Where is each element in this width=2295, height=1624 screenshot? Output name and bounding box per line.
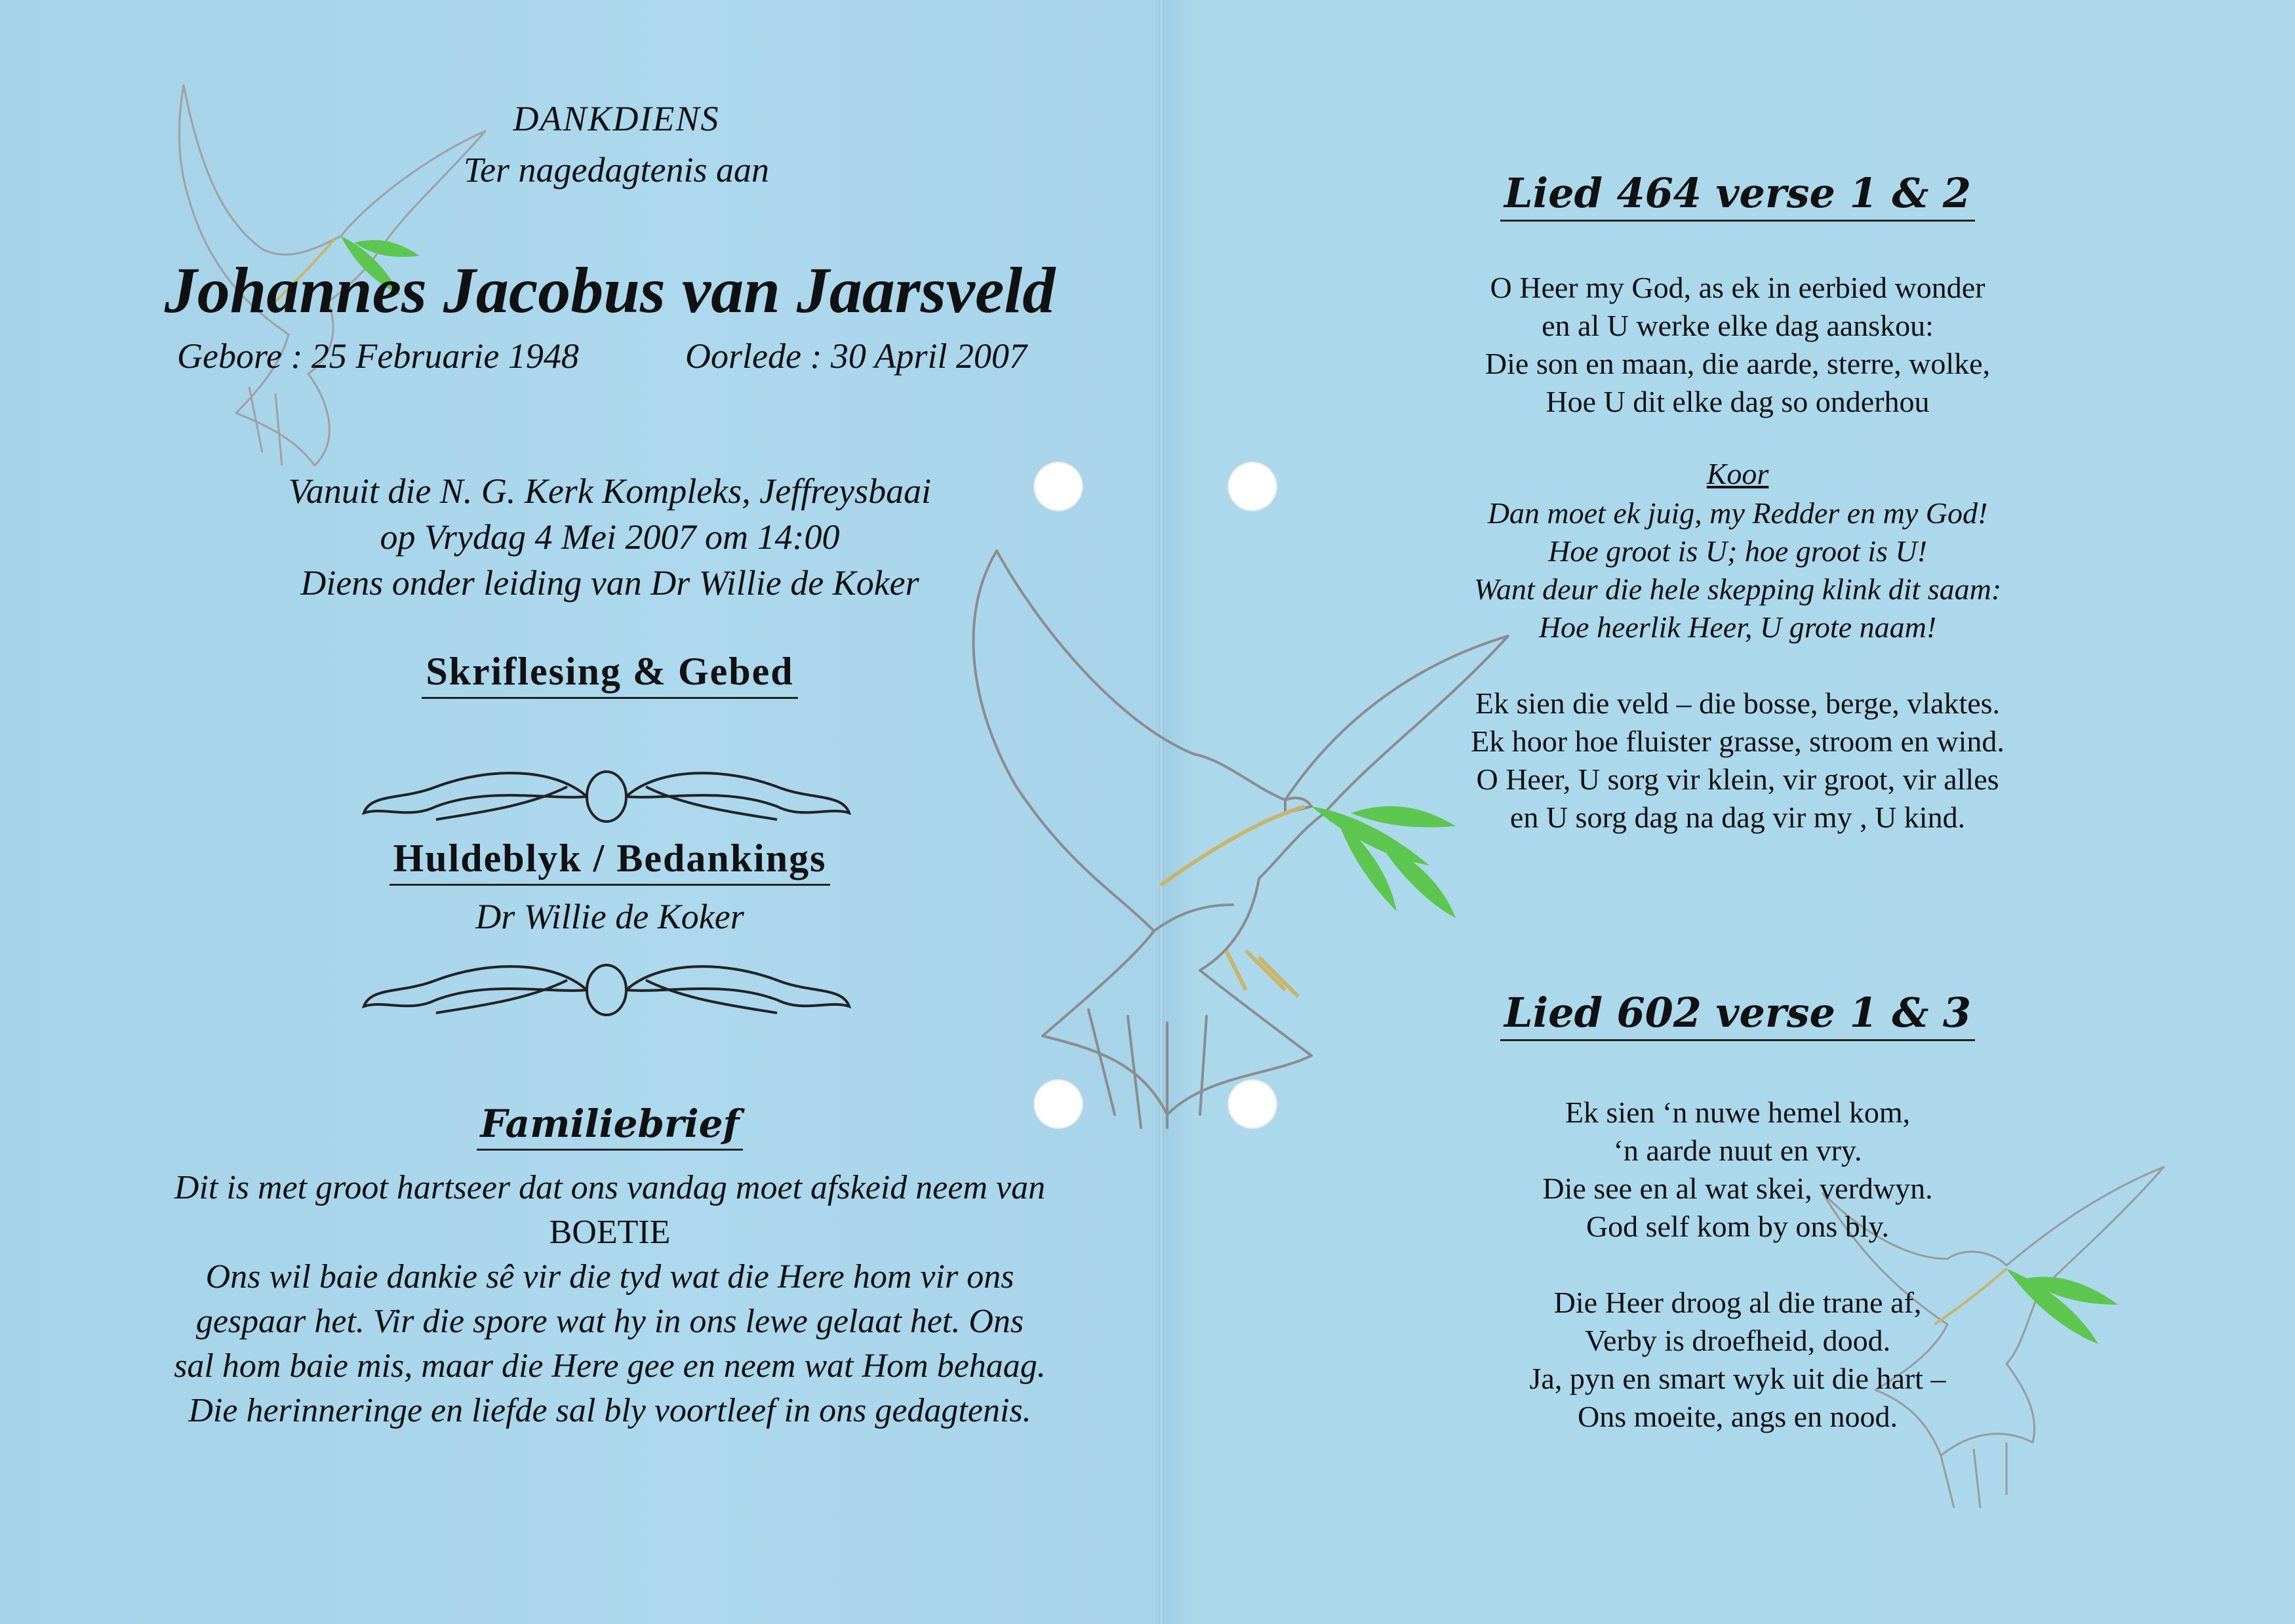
song2-verse1-line: Die see en al wat skei, verdwyn. (1542, 1172, 1933, 1205)
song2-verse2-line: Ons moeite, angs en nood. (1577, 1400, 1898, 1433)
letter-line: gespaar het. Vir die spore wat hy in ons lewe gelaat het. Ons (195, 1303, 1024, 1340)
song2-title: Lied 602 verse 1 & 3 (1443, 989, 2033, 1041)
letter-line: Dit is met groot hartseer dat ons vandag moet afskeid neem van (174, 1169, 1046, 1206)
venue-line: Diens onder leiding van Dr Willie de Koker (300, 563, 919, 603)
song1-verse1-line: Hoe U dit elke dag so onderhou (1546, 385, 1930, 418)
song1-verse2-line: en U sorg dag na dag vir my , U kind. (1509, 801, 1966, 834)
chorus-label: Koor (1706, 457, 1769, 490)
right-panel (1163, 0, 2295, 1624)
chorus-line: Hoe groot is U; hoe groot is U! (1548, 534, 1927, 568)
ornament-divider-icon (357, 954, 856, 1026)
deceased-name: Johannes Jacobus van Jaarsveld (164, 254, 1056, 327)
song2-verse2-line: Verby is droefheid, dood. (1584, 1324, 1891, 1357)
death-date: Oorlede : 30 April 2007 (685, 336, 1027, 376)
venue-line: Vanuit die N. G. Kerk Kompleks, Jeffreysbaai (288, 471, 932, 511)
song1-verse1-line: O Heer my God, as ek in eerbied wonder (1490, 271, 1986, 304)
song1-verse1-line: Die son en maan, die aarde, sterre, wolke, (1485, 347, 1991, 380)
song2-verse1-line: Ek sien ‘n nuwe hemel kom, (1565, 1096, 1911, 1129)
song1-verse1-line: en al U werke elke dag aanskou: (1542, 309, 1934, 342)
song2-verse1-line: ‘n aarde nuut en vry. (1613, 1134, 1862, 1167)
subheading: Ter nagedagtenis aan (463, 150, 769, 189)
chorus-line: Hoe heerlik Heer, U grote naam! (1538, 610, 1937, 644)
tribute-speaker: Dr Willie de Koker (475, 897, 744, 936)
song2-verse1-line: God self kom by ons bly. (1586, 1210, 1890, 1243)
song1-verse2-line: Ek hoor hoe fluister grasse, stroom en wind. (1471, 724, 2005, 758)
song1-verse2-line: O Heer, U sorg vir klein, vir groot, vir alles (1476, 762, 1999, 796)
letter-line: Ons wil baie dankie sê vir die tyd wat die Here hom vir ons (205, 1258, 1014, 1296)
section-tribute-thanks: Huldeblyk / Bedankings (328, 836, 892, 886)
section-scripture-prayer: Skriflesing & Gebed (328, 649, 892, 699)
song1-verse2-line: Ek sien die veld – die bosse, berge, vlaktes. (1475, 686, 2001, 720)
heading: DANKDIENS (513, 99, 720, 138)
birth-date: Gebore : 25 Februarie 1948 (177, 336, 579, 376)
song2-verse2-line: Die Heer droog al die trane af, (1553, 1286, 1922, 1319)
letter-line: sal hom baie mis, maar die Here gee en neem wat Hom behaag. (174, 1347, 1046, 1385)
letter-line: Die herinneringe en liefde sal bly voortleef in ons gedagtenis. (188, 1392, 1031, 1429)
letter-line: BOETIE (549, 1214, 671, 1251)
song1-title: Lied 464 verse 1 & 2 (1443, 169, 2033, 222)
ornament-divider-icon (357, 761, 856, 833)
section-family-letter: Familiebrief (328, 1101, 892, 1151)
chorus-line: Dan moet ek juig, my Redder en my God! (1487, 496, 1988, 530)
chorus-line: Want deur die hele skepping klink dit saam: (1473, 572, 2002, 606)
song2-verse2-line: Ja, pyn en smart wyk uit die hart – (1529, 1362, 1946, 1395)
venue-line: op Vrydag 4 Mei 2007 om 14:00 (380, 517, 840, 557)
